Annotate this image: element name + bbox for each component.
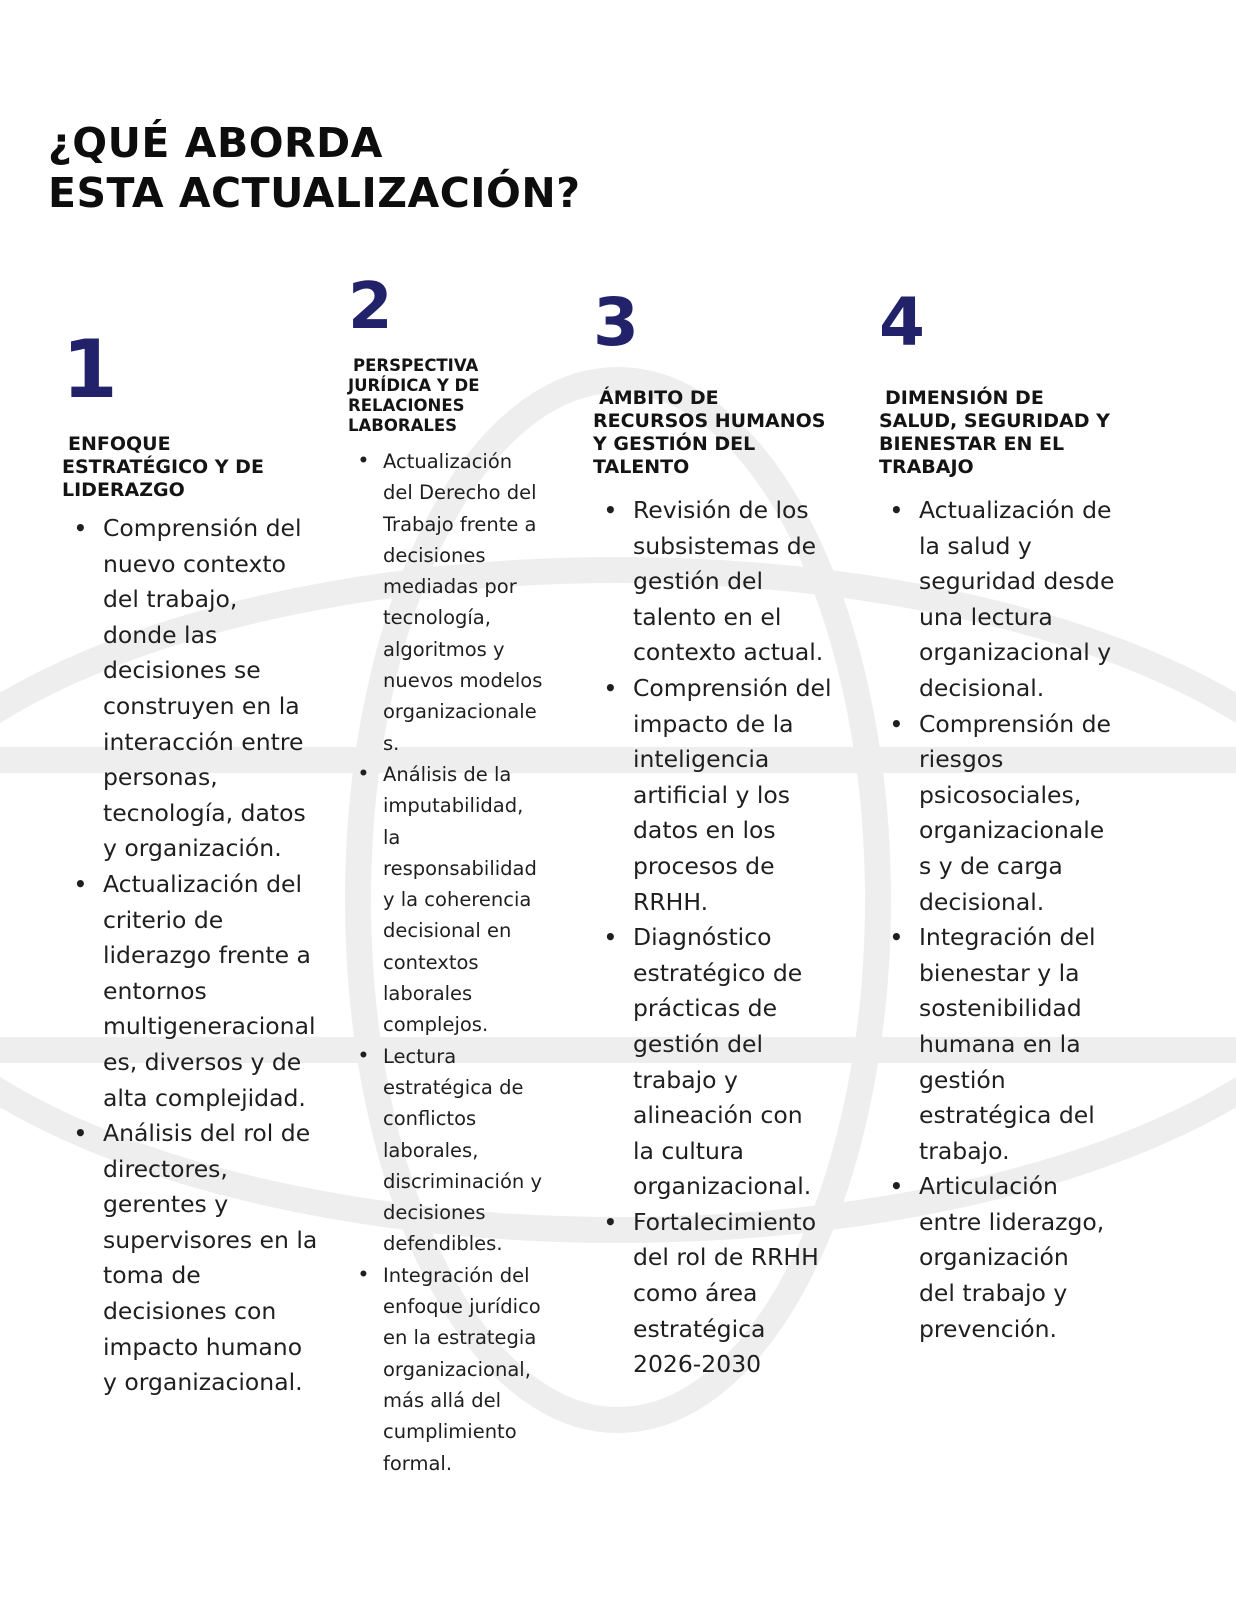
column-health-safety <box>879 284 1159 1347</box>
column-heading: PERSPECTIVA JURÍDICA Y DE RELACIONES LABORALES <box>348 356 480 435</box>
list-item: • Comprensión de riesgos psicosociales, organizacionale s y de carga decisional. <box>879 707 1159 921</box>
bullet-list <box>62 511 332 1401</box>
list-item: • Fortalecimiento del rol de RRHH como área estratégica 2026-2030 <box>593 1205 863 1383</box>
column-legal <box>348 270 568 1479</box>
column-human-resources <box>593 284 863 1383</box>
list-item: • Análisis del rol de directores, gerentes y supervisores en la toma de decisiones con impacto humano y organizacional. <box>62 1116 332 1401</box>
column-heading: ENFOQUE ESTRATÉGICO Y DE LIDERAZGO <box>62 433 264 501</box>
bullet-list <box>348 446 568 1479</box>
list-item: • Revisión de los subsistemas de gestión del talento en el contexto actual. <box>593 493 863 671</box>
list-item: • Integración del enfoque jurídico en la estrategia organizacional, más allá del cumplimiento formal. <box>348 1260 568 1479</box>
list-item: • Actualización de la salud y seguridad desde una lectura organizacional y decisional. <box>879 493 1159 707</box>
column-number: 3 <box>593 284 639 361</box>
column-leadership <box>62 323 332 1401</box>
list-item: • Diagnóstico estratégico de prácticas de gestión del trabajo y alineación con la cultura organizacional. <box>593 920 863 1205</box>
page-title <box>48 118 581 218</box>
list-item: • Actualización del criterio de liderazgo frente a entornos multigeneracional es, diversos y de alta complejidad. <box>62 867 332 1116</box>
list-item: • Lectura estratégica de conflictos laborales, discriminación y decisiones defendibles. <box>348 1041 568 1260</box>
bullet-list <box>879 493 1159 1347</box>
list-item: • Comprensión del impacto de la inteligencia artificial y los datos en los procesos de RRHH. <box>593 671 863 920</box>
column-number: 1 <box>62 323 118 416</box>
bullet-list <box>593 493 863 1383</box>
column-number: 2 <box>348 270 393 344</box>
column-heading: ÁMBITO DE RECURSOS HUMANOS Y GESTIÓN DEL TALENTO <box>593 387 826 478</box>
list-item: • Análisis de la imputabilidad, la responsabilidad y la coherencia decisional en contextos laborales complejos. <box>348 759 568 1041</box>
column-heading: DIMENSIÓN DE SALUD, SEGURIDAD Y BIENESTAR EN EL TRABAJO <box>879 387 1110 478</box>
title-line-1: ¿QUÉ ABORDA <box>48 119 383 167</box>
column-number: 4 <box>879 284 925 361</box>
list-item: • Comprensión del nuevo contexto del trabajo, donde las decisiones se construyen en la interacción entre personas, tecnología, datos y organización. <box>62 511 332 867</box>
list-item: • Integración del bienestar y la sostenibilidad humana en la gestión estratégica del trabajo. <box>879 920 1159 1169</box>
list-item: • Articulación entre liderazgo, organización del trabajo y prevención. <box>879 1169 1159 1347</box>
title-line-2: ESTA ACTUALIZACIÓN? <box>48 169 581 217</box>
list-item: • Actualización del Derecho del Trabajo frente a decisiones mediadas por tecnología, algoritmos y nuevos modelos organizacionale s. <box>348 446 568 759</box>
